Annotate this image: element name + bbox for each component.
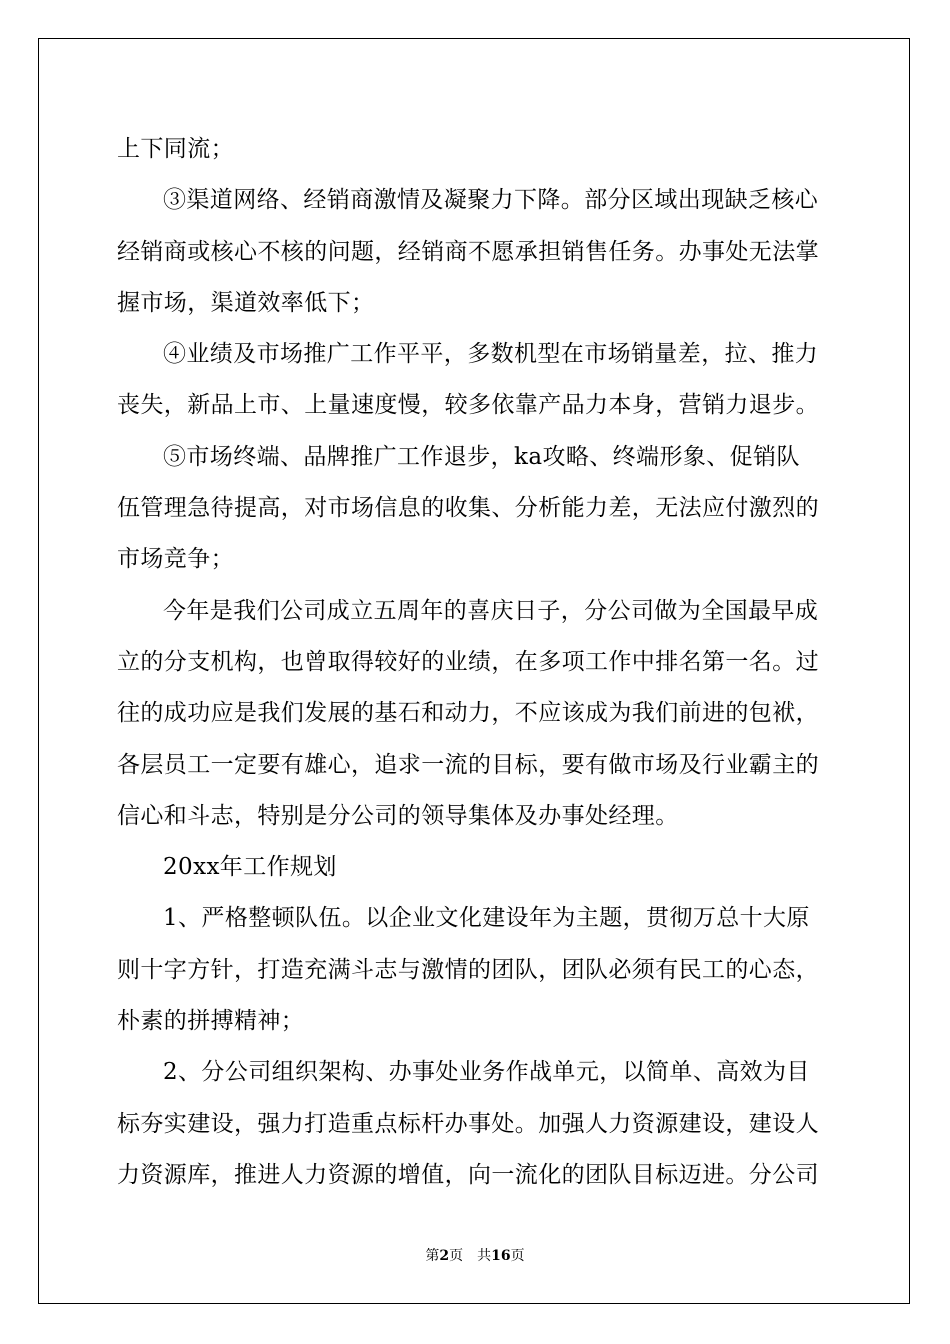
total-pages-suffix: 页 <box>510 1248 525 1264</box>
total-page-count: 16 <box>491 1248 511 1264</box>
page-number-suffix: 页 <box>449 1248 464 1264</box>
text-line: 丧失，新品上市、上量速度慢，较多依靠产品力本身，营销力退步。 <box>117 392 819 419</box>
text-line: 则十字方针，打造充满斗志与激情的团队，团队必须有民工的心态， <box>117 956 819 983</box>
section-heading: 20xx年工作规划 <box>163 854 337 881</box>
text-line: 1、严格整顿队伍。以企业文化建设年为主题，贯彻万总十大原 <box>163 905 810 932</box>
page-footer <box>0 1246 950 1266</box>
text-line: 市场竞争； <box>117 546 234 573</box>
text-line: 各层员工一定要有雄心，追求一流的目标，要有做市场及行业霸主的 <box>117 751 819 778</box>
text-line: 上下同流； <box>117 136 234 162</box>
text-line: ⑤市场终端、品牌推广工作退步，ka攻略、终端形象、促销队 <box>163 443 800 470</box>
text-line: 握市场，渠道效率低下； <box>117 289 375 316</box>
text-line: 往的成功应是我们发展的基石和动力，不应该成为我们前进的包袱， <box>117 700 819 727</box>
text-line: ④业绩及市场推广工作平平，多数机型在市场销量差，拉、推力 <box>163 341 819 368</box>
text-line: 朴素的拼搏精神； <box>117 1008 305 1035</box>
document-body <box>117 124 833 1201</box>
text-line: 信心和斗志，特别是分公司的领导集体及办事处经理。 <box>117 802 679 829</box>
text-line: 力资源库，推进人力资源的增值，向一流化的团队目标迈进。分公司 <box>117 1161 819 1188</box>
total-pages-prefix: 共 <box>477 1248 492 1264</box>
text-line: ③渠道网络、经销商激情及凝聚力下降。部分区域出现缺乏核心 <box>163 187 819 214</box>
page-number-prefix: 第 <box>425 1248 440 1264</box>
text-line: 伍管理急待提高，对市场信息的收集、分析能力差，无法应付激烈的 <box>117 495 819 522</box>
text-line: 经销商或核心不核的问题，经销商不愿承担销售任务。办事处无法掌 <box>117 238 819 265</box>
text-line: 标夯实建设，强力打造重点标杆办事处。加强人力资源建设，建设人 <box>117 1110 819 1137</box>
text-line: 2、分公司组织架构、办事处业务作战单元，以简单、高效为目 <box>163 1059 810 1086</box>
text-line: 立的分支机构，也曾取得较好的业绩，在多项工作中排名第一名。过 <box>117 648 819 675</box>
current-page-number: 2 <box>439 1248 450 1264</box>
text-line: 今年是我们公司成立五周年的喜庆日子，分公司做为全国最早成 <box>163 597 819 624</box>
